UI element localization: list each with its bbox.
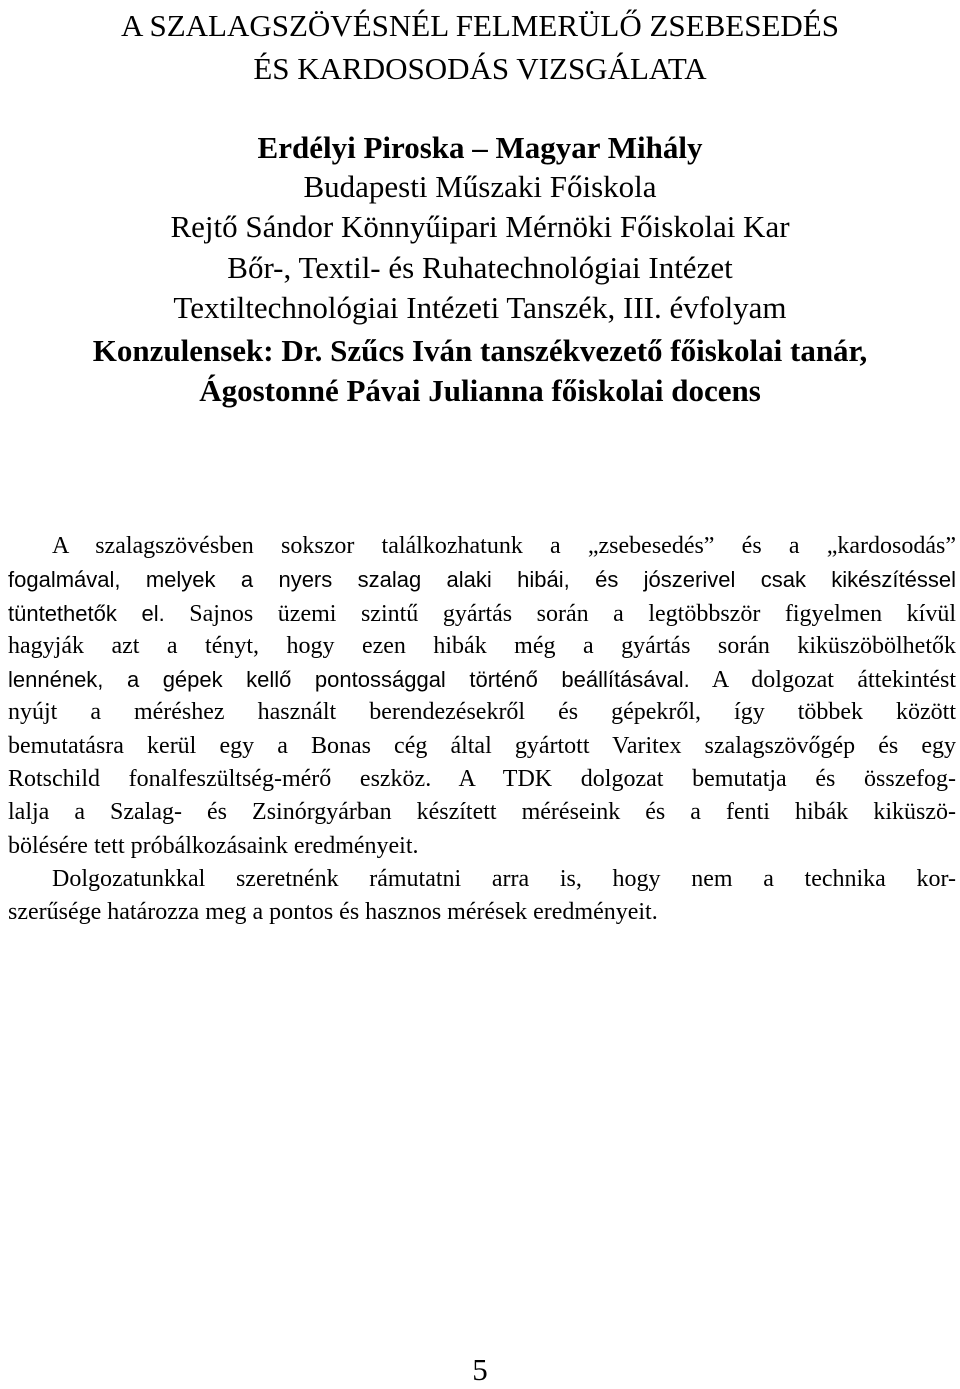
consultants-line-2: Ágostonné Pávai Julianna főiskolai docens — [199, 373, 761, 408]
abstract-line-6 — [8, 696, 956, 729]
page-number: 5 — [472, 1352, 488, 1387]
abstract-text-4: Sajnos üzemi szintű gyártás során a legtöbbször figyelmen kívül — [189, 600, 956, 627]
abstract-text-14: szerűsége határozza meg a pontos és hasznos mérések eredményeit. — [8, 899, 658, 926]
abstract-line-4 — [8, 630, 956, 663]
paper-title — [0, 4, 960, 90]
abstract-line-9 — [8, 796, 956, 829]
abstract-text-9: bemutatásra kerül egy a Bonas cég által gyártott Varitex szalagszövőgép és egy — [8, 732, 956, 759]
abstract-line-10 — [8, 830, 956, 863]
abstract-text-12: bölésére tett próbálkozásaink eredményeit. — [8, 832, 419, 859]
abstract-line-1 — [8, 530, 956, 563]
abstract-text-2: fogalmával, melyek a nyers szalag alaki hibái, és jószerivel csak kikészítéssel — [8, 567, 956, 593]
authors: Erdélyi Piroska – Magyar Mihály — [257, 130, 703, 165]
abstract-line-5 — [8, 663, 956, 696]
affiliation-line-2: Rejtő Sándor Könnyűipari Mérnöki Főiskolai Kar — [170, 209, 790, 244]
abstract-text-5: hagyják azt a tényt, hogy ezen hibák még a gyártás során kiküszöbölhetők — [8, 632, 956, 659]
title-line-2: ÉS KARDOSODÁS VIZSGÁLATA — [253, 51, 707, 86]
abstract-text-13: Dolgozatunkkal szeretnénk rámutatni arra is, hogy nem a technika kor- — [52, 865, 956, 892]
abstract-text-7: A dolgozat áttekintést — [711, 667, 956, 694]
abstract-text-1: A szalagszövésben sokszor találkozhatunk a „zsebesedés” és a „kardosodás” — [52, 533, 956, 559]
abstract-paragraph — [8, 530, 956, 930]
abstract-line-3 — [8, 597, 956, 630]
abstract-line-7 — [8, 730, 956, 763]
abstract-line-12 — [8, 896, 956, 929]
abstract-text-10: Rotschild fonalfeszültség-mérő eszköz. A TDK dolgozat bemutatja és összefog- — [8, 766, 956, 793]
abstract-text-3: tüntethetők el. — [8, 600, 165, 626]
title-line-1: A SZALAGSZÖVÉSNÉL FELMERÜLŐ ZSEBESEDÉS — [121, 8, 839, 43]
abstract-text-6: lennének, a gépek kellő pontossággal történő beállításával. — [8, 667, 690, 693]
abstract-line-8 — [8, 763, 956, 796]
affiliation-line-1: Budapesti Műszaki Főiskola — [303, 169, 657, 204]
affiliation-line-3: Bőr-, Textil- és Ruhatechnológiai Intézet — [227, 250, 733, 285]
consultants — [0, 331, 960, 411]
abstract-line-2 — [8, 563, 956, 596]
consultants-line-1: Konzulensek: Dr. Szűcs Iván tanszékvezető főiskolai tanár, — [92, 333, 868, 368]
abstract-text-8: nyújt a méréshez használt berendezésekről és gépekről, így többek között — [8, 699, 956, 726]
abstract-line-11 — [8, 863, 956, 896]
abstract-text-11: lalja a Szalag- és Zsinórgyárban készített méréseink és a fenti hibák kiküszö- — [8, 799, 956, 826]
affiliation-line-4: Textiltechnológiai Intézeti Tanszék, III. évfolyam — [173, 290, 787, 325]
